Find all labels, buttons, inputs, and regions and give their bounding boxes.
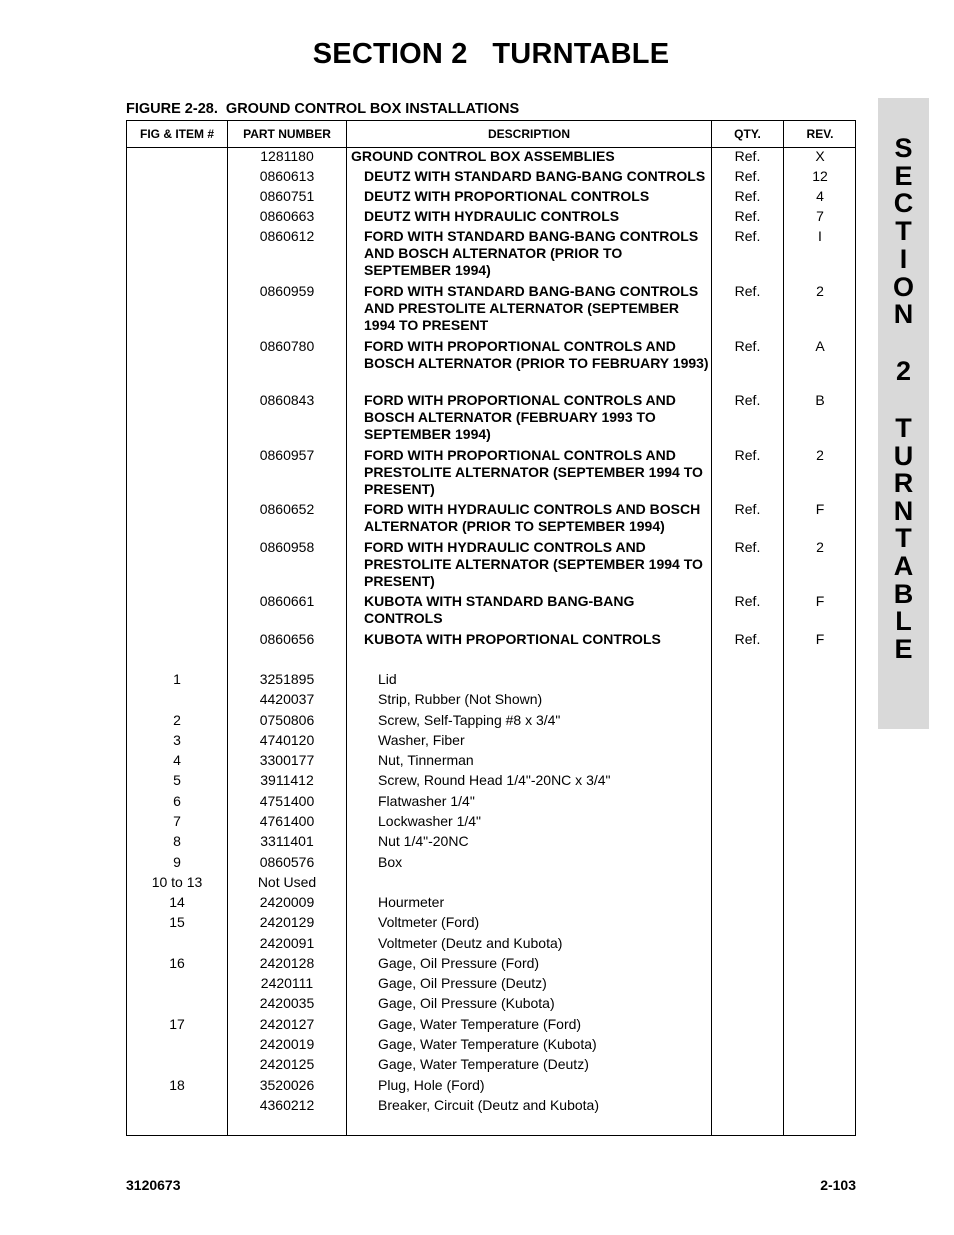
side-tab-letter: T [895, 216, 912, 246]
part-number-cell: 1281180 [260, 148, 314, 164]
side-tab-letter: B [893, 579, 914, 609]
column-header-part: PART NUMBER [243, 127, 331, 141]
part-number-cell: 0860959 [259, 283, 315, 299]
description-cell: Breaker, Circuit (Deutz and Kubota) [378, 1097, 599, 1113]
fig-item-cell: 14 [169, 894, 185, 910]
part-number-cell: 4420037 [259, 691, 315, 707]
description-cell: Gage, Water Temperature (Kubota) [378, 1036, 597, 1052]
qty-cell: Ref. [734, 593, 761, 609]
side-tab-letter: U [893, 441, 914, 471]
description-cell: Washer, Fiber [378, 732, 465, 748]
description-cell: Strip, Rubber (Not Shown) [378, 691, 543, 707]
description-cell: FORD WITH STANDARD BANG-BANG CONTROLS AND PRESTOLITE ALTERNATOR (SEPTEMBER 1994 TO PRESENT [364, 283, 699, 333]
description-cell: Gage, Oil Pressure (Deutz) [378, 975, 547, 991]
part-number-cell: 2420111 [260, 975, 314, 991]
part-number-cell: 2420019 [259, 1036, 315, 1052]
description-cell: Voltmeter (Deutz and Kubota) [378, 935, 563, 951]
page-number: 2-103 [820, 1177, 856, 1193]
part-number-cell: 0860656 [259, 631, 315, 647]
column-divider [783, 121, 784, 1135]
side-tab-letter: S [894, 133, 913, 163]
side-tab-letter: N [893, 496, 914, 526]
part-number-cell: 0860612 [259, 228, 315, 244]
part-number-cell: 0860751 [259, 188, 315, 204]
section-side-tab [878, 98, 929, 729]
fig-item-cell: 4 [173, 752, 181, 768]
fig-item-cell: 18 [169, 1077, 185, 1093]
qty-cell: Ref. [734, 501, 761, 517]
side-tab-letter: A [893, 551, 914, 581]
description-cell: Lid [378, 671, 397, 687]
side-tab-letter: N [893, 299, 914, 329]
part-number-cell: 0860652 [259, 501, 315, 517]
side-tab-letter: T [895, 413, 912, 443]
part-number-cell: 2420091 [259, 935, 315, 951]
part-number-cell: 3300177 [259, 752, 315, 768]
part-number-cell: 4751400 [259, 793, 315, 809]
column-divider [346, 121, 347, 1135]
rev-cell: 2 [816, 539, 824, 555]
part-number-cell: 2420129 [259, 914, 315, 930]
side-tab-letter: 2 [895, 356, 912, 386]
part-number-cell: 3520026 [259, 1077, 315, 1093]
side-tab-letter: C [893, 188, 914, 218]
qty-cell: Ref. [734, 338, 761, 354]
section-title: SECTION 2 TURNTABLE [312, 38, 670, 70]
qty-cell: Ref. [734, 188, 761, 204]
part-number-cell: 4740120 [259, 732, 315, 748]
qty-cell: Ref. [734, 148, 761, 164]
part-number-cell: 2420009 [259, 894, 315, 910]
rev-cell: 7 [816, 208, 824, 224]
fig-item-cell: 2 [173, 712, 181, 728]
fig-item-cell: 10 to 13 [151, 874, 203, 890]
rev-cell: B [815, 392, 825, 408]
part-number-cell: 0860957 [259, 447, 315, 463]
side-tab-letter: E [894, 634, 913, 664]
description-cell: FORD WITH PROPORTIONAL CONTROLS AND PRESTOLITE ALTERNATOR (SEPTEMBER 1994 TO PRESENT) [364, 447, 703, 497]
part-number-cell: 0860780 [259, 338, 315, 354]
column-header-rev: REV. [806, 127, 834, 141]
rev-cell: F [815, 631, 825, 647]
description-cell: FORD WITH PROPORTIONAL CONTROLS AND BOSCH ALTERNATOR (FEBRUARY 1993 TO SEPTEMBER 1994) [364, 392, 676, 442]
description-cell: GROUND CONTROL BOX ASSEMBLIES [351, 148, 615, 164]
fig-item-cell: 15 [169, 914, 185, 930]
description-cell: Box [378, 854, 403, 870]
description-cell: Gage, Water Temperature (Deutz) [378, 1056, 589, 1072]
qty-cell: Ref. [734, 208, 761, 224]
description-cell: Voltmeter (Ford) [378, 914, 480, 930]
description-cell: Nut, Tinnerman [378, 752, 474, 768]
document-number: 3120673 [126, 1177, 181, 1193]
description-cell: Screw, Round Head 1/4"-20NC x 3/4" [378, 772, 611, 788]
fig-item-cell: 8 [173, 833, 181, 849]
description-cell: DEUTZ WITH HYDRAULIC CONTROLS [364, 208, 620, 224]
description-cell: Hourmeter [378, 894, 445, 910]
side-tab-letter: O [892, 272, 914, 302]
side-tab-letter: R [893, 468, 914, 498]
fig-item-cell: 7 [173, 813, 181, 829]
part-number-cell: 3251895 [259, 671, 315, 687]
fig-item-cell: 6 [173, 793, 181, 809]
part-number-cell: 0860958 [259, 539, 315, 555]
rev-cell: 4 [816, 188, 824, 204]
figure-title: FIGURE 2-28. GROUND CONTROL BOX INSTALLATIONS [126, 101, 520, 117]
description-cell: FORD WITH HYDRAULIC CONTROLS AND PRESTOLITE ALTERNATOR (SEPTEMBER 1994 TO PRESENT) [364, 539, 703, 589]
description-cell: Gage, Water Temperature (Ford) [378, 1016, 582, 1032]
description-cell: FORD WITH HYDRAULIC CONTROLS AND BOSCH ALTERNATOR (PRIOR TO SEPTEMBER 1994) [364, 501, 701, 534]
side-tab-letter: L [895, 606, 912, 636]
rev-cell: 12 [812, 168, 828, 184]
rev-cell: 2 [816, 283, 824, 299]
part-number-cell: 0750806 [259, 712, 315, 728]
part-number-cell: 0860576 [259, 854, 315, 870]
fig-item-cell: 17 [169, 1016, 185, 1032]
fig-item-cell: 1 [173, 671, 181, 687]
description-cell: DEUTZ WITH PROPORTIONAL CONTROLS [364, 188, 650, 204]
rev-cell: A [815, 338, 825, 354]
parts-table [126, 120, 856, 1136]
column-header-qty: QTY. [734, 127, 761, 141]
column-header-description: DESCRIPTION [487, 127, 570, 141]
side-tab-letter: E [894, 161, 913, 191]
column-header-fig: FIG & ITEM # [139, 127, 214, 141]
part-number-cell: 0860661 [259, 593, 315, 609]
description-cell: KUBOTA WITH PROPORTIONAL CONTROLS [364, 631, 661, 647]
description-cell: KUBOTA WITH STANDARD BANG-BANG CONTROLS [364, 593, 635, 626]
part-number-cell: 3311401 [260, 833, 314, 849]
rev-cell: X [815, 148, 825, 164]
description-cell: Gage, Oil Pressure (Kubota) [378, 995, 555, 1011]
part-number-cell: 4761400 [259, 813, 315, 829]
part-number-cell: 2420125 [259, 1056, 315, 1072]
qty-cell: Ref. [734, 228, 761, 244]
description-cell: Plug, Hole (Ford) [378, 1077, 485, 1093]
qty-cell: Ref. [734, 539, 761, 555]
qty-cell: Ref. [734, 631, 761, 647]
qty-cell: Ref. [734, 168, 761, 184]
description-cell: Screw, Self-Tapping #8 x 3/4" [378, 712, 561, 728]
part-number-cell: 3911412 [260, 772, 314, 788]
part-number-cell: 4360212 [259, 1097, 315, 1113]
side-tab-letter: I [899, 244, 908, 274]
fig-item-cell: 5 [173, 772, 181, 788]
part-number-cell: Not Used [257, 874, 317, 890]
part-number-cell: 0860843 [259, 392, 315, 408]
rev-cell: F [815, 501, 825, 517]
rev-cell: F [815, 593, 825, 609]
part-number-cell: 2420128 [259, 955, 315, 971]
qty-cell: Ref. [734, 392, 761, 408]
column-divider [711, 121, 712, 1135]
description-cell: Gage, Oil Pressure (Ford) [378, 955, 540, 971]
qty-cell: Ref. [734, 447, 761, 463]
description-cell: FORD WITH STANDARD BANG-BANG CONTROLS AND BOSCH ALTERNATOR (PRIOR TO SEPTEMBER 1994) [364, 228, 699, 278]
description-cell: Lockwasher 1/4" [378, 813, 482, 829]
part-number-cell: 2420035 [259, 995, 315, 1011]
description-cell: Flatwasher 1/4" [378, 793, 475, 809]
qty-cell: Ref. [734, 283, 761, 299]
part-number-cell: 0860663 [259, 208, 315, 224]
rev-cell: 2 [816, 447, 824, 463]
part-number-cell: 2420127 [259, 1016, 315, 1032]
part-number-cell: 0860613 [259, 168, 315, 184]
side-tab-letter: T [895, 523, 912, 553]
description-cell: Nut 1/4"-20NC [378, 833, 469, 849]
fig-item-cell: 16 [169, 955, 185, 971]
fig-item-cell: 3 [173, 732, 181, 748]
description-cell: FORD WITH PROPORTIONAL CONTROLS AND BOSCH ALTERNATOR (PRIOR TO FEBRUARY 1993) [364, 338, 709, 371]
description-cell: DEUTZ WITH STANDARD BANG-BANG CONTROLS [364, 168, 706, 184]
rev-cell: I [818, 228, 822, 244]
fig-item-cell: 9 [173, 854, 181, 870]
